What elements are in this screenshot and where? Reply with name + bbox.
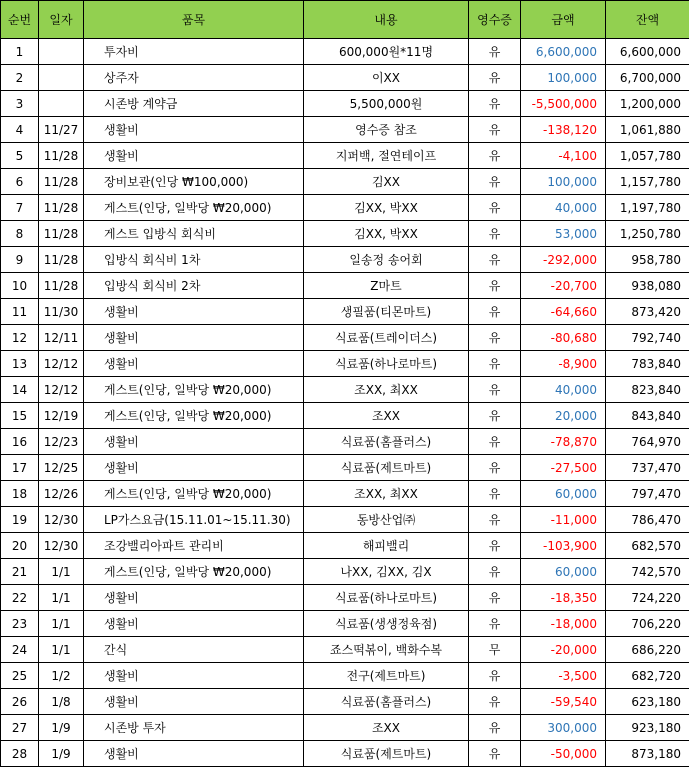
cell-date[interactable]: 11/28 bbox=[39, 247, 84, 273]
cell-content[interactable]: 조XX bbox=[304, 403, 469, 429]
cell-balance[interactable]: 923,180 bbox=[606, 715, 689, 741]
table-row bbox=[1, 663, 689, 689]
cell-content[interactable]: 김XX, 박XX bbox=[304, 195, 469, 221]
cell-content[interactable]: 식료품(생생정육점) bbox=[304, 611, 469, 637]
cell-receipt[interactable]: 유 bbox=[469, 91, 521, 117]
cell-date[interactable]: 12/12 bbox=[39, 351, 84, 377]
cell-content[interactable]: 영수증 참조 bbox=[304, 117, 469, 143]
cell-balance[interactable]: 706,220 bbox=[606, 611, 689, 637]
cell-content[interactable]: 식료품(하나로마트) bbox=[304, 585, 469, 611]
cell-item[interactable]: 투자비 bbox=[84, 39, 304, 65]
cell-date[interactable]: 11/30 bbox=[39, 299, 84, 325]
cell-balance[interactable]: 1,057,780 bbox=[606, 143, 689, 169]
table-row bbox=[1, 403, 689, 429]
cell-no[interactable]: 28 bbox=[1, 741, 39, 767]
cell-item[interactable]: 생활비 bbox=[84, 611, 304, 637]
cell-amount[interactable]: 20,000 bbox=[521, 403, 606, 429]
cell-date[interactable]: 12/30 bbox=[39, 533, 84, 559]
cell-no[interactable]: 15 bbox=[1, 403, 39, 429]
cell-date[interactable]: 12/26 bbox=[39, 481, 84, 507]
cell-no[interactable]: 9 bbox=[1, 247, 39, 273]
cell-date[interactable]: 1/1 bbox=[39, 637, 84, 663]
table-row bbox=[1, 507, 689, 533]
cell-amount[interactable]: -80,680 bbox=[521, 325, 606, 351]
cell-balance[interactable]: 797,470 bbox=[606, 481, 689, 507]
cell-item[interactable]: 생활비 bbox=[84, 351, 304, 377]
cell-balance[interactable]: 682,570 bbox=[606, 533, 689, 559]
cell-amount[interactable]: 300,000 bbox=[521, 715, 606, 741]
cell-no[interactable]: 10 bbox=[1, 273, 39, 299]
cell-item[interactable]: 생활비 bbox=[84, 741, 304, 767]
cell-amount[interactable]: 53,000 bbox=[521, 221, 606, 247]
cell-no[interactable]: 27 bbox=[1, 715, 39, 741]
cell-balance[interactable]: 6,600,000 bbox=[606, 39, 689, 65]
cell-balance[interactable]: 682,720 bbox=[606, 663, 689, 689]
cell-amount[interactable]: -11,000 bbox=[521, 507, 606, 533]
header-receipt[interactable]: 영수증 bbox=[469, 1, 521, 39]
cell-receipt[interactable]: 유 bbox=[469, 585, 521, 611]
cell-amount[interactable]: -18,000 bbox=[521, 611, 606, 637]
cell-date[interactable]: 1/1 bbox=[39, 559, 84, 585]
cell-amount[interactable]: -78,870 bbox=[521, 429, 606, 455]
cell-item[interactable]: 간식 bbox=[84, 637, 304, 663]
cell-no[interactable]: 21 bbox=[1, 559, 39, 585]
table-row bbox=[1, 65, 689, 91]
cell-no[interactable]: 11 bbox=[1, 299, 39, 325]
cell-item[interactable]: 게스트 입방식 회식비 bbox=[84, 221, 304, 247]
cell-receipt[interactable]: 유 bbox=[469, 377, 521, 403]
cell-item[interactable]: 생활비 bbox=[84, 325, 304, 351]
cell-content[interactable]: 조XX, 최XX bbox=[304, 481, 469, 507]
cell-date[interactable] bbox=[39, 65, 84, 91]
table-row bbox=[1, 117, 689, 143]
cell-date[interactable]: 1/1 bbox=[39, 585, 84, 611]
table-row bbox=[1, 273, 689, 299]
cell-amount[interactable]: -20,700 bbox=[521, 273, 606, 299]
cell-content[interactable]: 나XX, 김XX, 김X bbox=[304, 559, 469, 585]
cell-no[interactable]: 26 bbox=[1, 689, 39, 715]
cell-balance[interactable]: 686,220 bbox=[606, 637, 689, 663]
cell-receipt[interactable]: 유 bbox=[469, 715, 521, 741]
cell-date[interactable] bbox=[39, 39, 84, 65]
cell-content[interactable]: 식료품(트레이더스) bbox=[304, 325, 469, 351]
cell-balance[interactable]: 1,250,780 bbox=[606, 221, 689, 247]
cell-content[interactable]: 김XX, 박XX bbox=[304, 221, 469, 247]
table-row bbox=[1, 533, 689, 559]
cell-item[interactable]: 시존방 계약금 bbox=[84, 91, 304, 117]
cell-amount[interactable]: -50,000 bbox=[521, 741, 606, 767]
cell-receipt[interactable]: 유 bbox=[469, 117, 521, 143]
cell-receipt[interactable]: 유 bbox=[469, 169, 521, 195]
cell-balance[interactable]: 6,700,000 bbox=[606, 65, 689, 91]
table-row bbox=[1, 169, 689, 195]
cell-content[interactable]: 식료품(하나로마트) bbox=[304, 351, 469, 377]
cell-receipt[interactable]: 유 bbox=[469, 689, 521, 715]
header-item[interactable]: 품목 bbox=[84, 1, 304, 39]
cell-item[interactable]: 생활비 bbox=[84, 689, 304, 715]
cell-item[interactable]: 조강밸리아파트 관리비 bbox=[84, 533, 304, 559]
cell-amount[interactable]: -59,540 bbox=[521, 689, 606, 715]
cell-receipt[interactable]: 유 bbox=[469, 403, 521, 429]
cell-amount[interactable]: -103,900 bbox=[521, 533, 606, 559]
cell-no[interactable]: 5 bbox=[1, 143, 39, 169]
cell-receipt[interactable]: 유 bbox=[469, 325, 521, 351]
cell-content[interactable]: 생필품(티몬마트) bbox=[304, 299, 469, 325]
cell-no[interactable]: 25 bbox=[1, 663, 39, 689]
cell-item[interactable]: 상주자 bbox=[84, 65, 304, 91]
cell-content[interactable]: 조XX, 최XX bbox=[304, 377, 469, 403]
cell-receipt[interactable]: 유 bbox=[469, 663, 521, 689]
cell-amount[interactable]: 6,600,000 bbox=[521, 39, 606, 65]
table-row bbox=[1, 91, 689, 117]
cell-item[interactable]: 생활비 bbox=[84, 585, 304, 611]
table-row bbox=[1, 637, 689, 663]
cell-amount[interactable]: -8,900 bbox=[521, 351, 606, 377]
cell-no[interactable]: 6 bbox=[1, 169, 39, 195]
cell-no[interactable]: 8 bbox=[1, 221, 39, 247]
cell-amount[interactable]: -64,660 bbox=[521, 299, 606, 325]
cell-no[interactable]: 7 bbox=[1, 195, 39, 221]
cell-receipt[interactable]: 유 bbox=[469, 455, 521, 481]
cell-no[interactable]: 24 bbox=[1, 637, 39, 663]
cell-amount[interactable]: 60,000 bbox=[521, 481, 606, 507]
cell-date[interactable]: 11/28 bbox=[39, 221, 84, 247]
cell-content[interactable]: Z마트 bbox=[304, 273, 469, 299]
cell-receipt[interactable]: 유 bbox=[469, 195, 521, 221]
table-row bbox=[1, 455, 689, 481]
cell-content[interactable]: 전구(제트마트) bbox=[304, 663, 469, 689]
cell-item[interactable]: 게스트(인당, 일박당 ₩20,000) bbox=[84, 481, 304, 507]
cell-receipt[interactable]: 유 bbox=[469, 741, 521, 767]
cell-balance[interactable]: 843,840 bbox=[606, 403, 689, 429]
cell-receipt[interactable]: 유 bbox=[469, 429, 521, 455]
cell-no[interactable]: 18 bbox=[1, 481, 39, 507]
header-amount[interactable]: 금액 bbox=[521, 1, 606, 39]
cell-receipt[interactable]: 유 bbox=[469, 39, 521, 65]
cell-receipt[interactable]: 유 bbox=[469, 507, 521, 533]
cell-item[interactable]: 게스트(인당, 일박당 ₩20,000) bbox=[84, 559, 304, 585]
cell-no[interactable]: 13 bbox=[1, 351, 39, 377]
table-row bbox=[1, 299, 689, 325]
cell-no[interactable]: 14 bbox=[1, 377, 39, 403]
cell-balance[interactable]: 873,180 bbox=[606, 741, 689, 767]
cell-amount[interactable]: -20,000 bbox=[521, 637, 606, 663]
cell-receipt[interactable]: 유 bbox=[469, 247, 521, 273]
cell-receipt[interactable]: 유 bbox=[469, 65, 521, 91]
table-row bbox=[1, 39, 689, 65]
cell-content[interactable]: 5,500,000원 bbox=[304, 91, 469, 117]
cell-balance[interactable]: 1,061,880 bbox=[606, 117, 689, 143]
cell-item[interactable]: 생활비 bbox=[84, 663, 304, 689]
cell-receipt[interactable]: 유 bbox=[469, 611, 521, 637]
cell-content[interactable]: 식료품(제트마트) bbox=[304, 741, 469, 767]
table-row bbox=[1, 247, 689, 273]
cell-date[interactable]: 1/2 bbox=[39, 663, 84, 689]
cell-content[interactable]: 600,000원*11명 bbox=[304, 39, 469, 65]
cell-balance[interactable]: 1,200,000 bbox=[606, 91, 689, 117]
header-row bbox=[1, 1, 689, 39]
cell-amount[interactable]: 60,000 bbox=[521, 559, 606, 585]
cell-date[interactable]: 1/1 bbox=[39, 611, 84, 637]
header-balance[interactable]: 잔액 bbox=[606, 1, 689, 39]
cell-date[interactable]: 11/28 bbox=[39, 169, 84, 195]
cell-item[interactable]: 장비보관(인당 ₩100,000) bbox=[84, 169, 304, 195]
table-row bbox=[1, 611, 689, 637]
cell-balance[interactable]: 938,080 bbox=[606, 273, 689, 299]
cell-balance[interactable]: 724,220 bbox=[606, 585, 689, 611]
cell-date[interactable]: 1/9 bbox=[39, 715, 84, 741]
cell-no[interactable]: 17 bbox=[1, 455, 39, 481]
table-row bbox=[1, 351, 689, 377]
cell-item[interactable]: 입방식 회식비 1차 bbox=[84, 247, 304, 273]
cell-amount[interactable]: -27,500 bbox=[521, 455, 606, 481]
cell-amount[interactable]: -5,500,000 bbox=[521, 91, 606, 117]
cell-amount[interactable]: 40,000 bbox=[521, 195, 606, 221]
cell-receipt[interactable]: 유 bbox=[469, 481, 521, 507]
cell-content[interactable]: 해피밸리 bbox=[304, 533, 469, 559]
cell-content[interactable]: 김XX bbox=[304, 169, 469, 195]
cell-amount[interactable]: -18,350 bbox=[521, 585, 606, 611]
cell-no[interactable]: 4 bbox=[1, 117, 39, 143]
cell-content[interactable]: 식료품(제트마트) bbox=[304, 455, 469, 481]
cell-balance[interactable]: 764,970 bbox=[606, 429, 689, 455]
cell-item[interactable]: 입방식 회식비 2차 bbox=[84, 273, 304, 299]
cell-date[interactable]: 11/28 bbox=[39, 143, 84, 169]
table-row bbox=[1, 429, 689, 455]
cell-item[interactable]: 게스트(인당, 일박당 ₩20,000) bbox=[84, 377, 304, 403]
cell-item[interactable]: 생활비 bbox=[84, 117, 304, 143]
cell-content[interactable]: 조XX bbox=[304, 715, 469, 741]
cell-receipt[interactable]: 유 bbox=[469, 143, 521, 169]
cell-amount[interactable]: -3,500 bbox=[521, 663, 606, 689]
cell-date[interactable]: 12/30 bbox=[39, 507, 84, 533]
cell-no[interactable]: 16 bbox=[1, 429, 39, 455]
cell-date[interactable]: 1/8 bbox=[39, 689, 84, 715]
cell-receipt[interactable]: 유 bbox=[469, 221, 521, 247]
cell-content[interactable]: 일송정 송어회 bbox=[304, 247, 469, 273]
table-row bbox=[1, 481, 689, 507]
cell-balance[interactable]: 792,740 bbox=[606, 325, 689, 351]
cell-receipt[interactable]: 무 bbox=[469, 637, 521, 663]
cell-balance[interactable]: 958,780 bbox=[606, 247, 689, 273]
header-no[interactable]: 순번 bbox=[1, 1, 39, 39]
table-row bbox=[1, 715, 689, 741]
table-row bbox=[1, 143, 689, 169]
cell-balance[interactable]: 873,420 bbox=[606, 299, 689, 325]
cell-receipt[interactable]: 유 bbox=[469, 559, 521, 585]
cell-balance[interactable]: 786,470 bbox=[606, 507, 689, 533]
cell-date[interactable]: 11/28 bbox=[39, 273, 84, 299]
cell-amount[interactable]: 100,000 bbox=[521, 169, 606, 195]
cell-item[interactable]: 시존방 투자 bbox=[84, 715, 304, 741]
cell-date[interactable] bbox=[39, 91, 84, 117]
cell-no[interactable]: 20 bbox=[1, 533, 39, 559]
cell-item[interactable]: 생활비 bbox=[84, 455, 304, 481]
cell-no[interactable]: 22 bbox=[1, 585, 39, 611]
cell-receipt[interactable]: 유 bbox=[469, 273, 521, 299]
header-date[interactable]: 일자 bbox=[39, 1, 84, 39]
cell-date[interactable]: 12/23 bbox=[39, 429, 84, 455]
cell-no[interactable]: 2 bbox=[1, 65, 39, 91]
cell-content[interactable]: 동방산업㈜ bbox=[304, 507, 469, 533]
cell-receipt[interactable]: 유 bbox=[469, 533, 521, 559]
cell-date[interactable]: 12/12 bbox=[39, 377, 84, 403]
cell-balance[interactable]: 783,840 bbox=[606, 351, 689, 377]
table-row bbox=[1, 325, 689, 351]
cell-content[interactable]: 식료품(홈플러스) bbox=[304, 429, 469, 455]
cell-content[interactable]: 죠스떡볶이, 백화수복 bbox=[304, 637, 469, 663]
cell-date[interactable]: 12/19 bbox=[39, 403, 84, 429]
cell-item[interactable]: 게스트(인당, 일박당 ₩20,000) bbox=[84, 403, 304, 429]
cell-balance[interactable]: 742,570 bbox=[606, 559, 689, 585]
cell-balance[interactable]: 623,180 bbox=[606, 689, 689, 715]
cell-item[interactable]: 게스트(인당, 일박당 ₩20,000) bbox=[84, 195, 304, 221]
cell-amount[interactable]: -138,120 bbox=[521, 117, 606, 143]
cell-date[interactable]: 1/9 bbox=[39, 741, 84, 767]
cell-no[interactable]: 12 bbox=[1, 325, 39, 351]
table-row bbox=[1, 689, 689, 715]
table-row bbox=[1, 377, 689, 403]
cell-balance[interactable]: 823,840 bbox=[606, 377, 689, 403]
cell-amount[interactable]: -4,100 bbox=[521, 143, 606, 169]
cell-receipt[interactable]: 유 bbox=[469, 299, 521, 325]
cell-balance[interactable]: 1,157,780 bbox=[606, 169, 689, 195]
cell-no[interactable]: 23 bbox=[1, 611, 39, 637]
header-content[interactable]: 내용 bbox=[304, 1, 469, 39]
cell-receipt[interactable]: 유 bbox=[469, 351, 521, 377]
cell-date[interactable]: 12/25 bbox=[39, 455, 84, 481]
cell-balance[interactable]: 1,197,780 bbox=[606, 195, 689, 221]
cell-date[interactable]: 12/11 bbox=[39, 325, 84, 351]
cell-content[interactable]: 이XX bbox=[304, 65, 469, 91]
table-row bbox=[1, 221, 689, 247]
table-row bbox=[1, 741, 689, 767]
cell-date[interactable]: 11/28 bbox=[39, 195, 84, 221]
cell-date[interactable]: 11/27 bbox=[39, 117, 84, 143]
cell-no[interactable]: 3 bbox=[1, 91, 39, 117]
cell-no[interactable]: 19 bbox=[1, 507, 39, 533]
cell-item[interactable]: 생활비 bbox=[84, 429, 304, 455]
table-row bbox=[1, 195, 689, 221]
cell-no[interactable]: 1 bbox=[1, 39, 39, 65]
table-row bbox=[1, 585, 689, 611]
cell-amount[interactable]: 100,000 bbox=[521, 65, 606, 91]
cell-balance[interactable]: 737,470 bbox=[606, 455, 689, 481]
cell-amount[interactable]: -292,000 bbox=[521, 247, 606, 273]
cell-item[interactable]: 생활비 bbox=[84, 143, 304, 169]
cell-item[interactable]: LP가스요금(15.11.01~15.11.30) bbox=[84, 507, 304, 533]
cell-item[interactable]: 생활비 bbox=[84, 299, 304, 325]
cell-content[interactable]: 지퍼백, 절연테이프 bbox=[304, 143, 469, 169]
cell-amount[interactable]: 40,000 bbox=[521, 377, 606, 403]
cell-content[interactable]: 식료품(홈플러스) bbox=[304, 689, 469, 715]
table-row bbox=[1, 559, 689, 585]
